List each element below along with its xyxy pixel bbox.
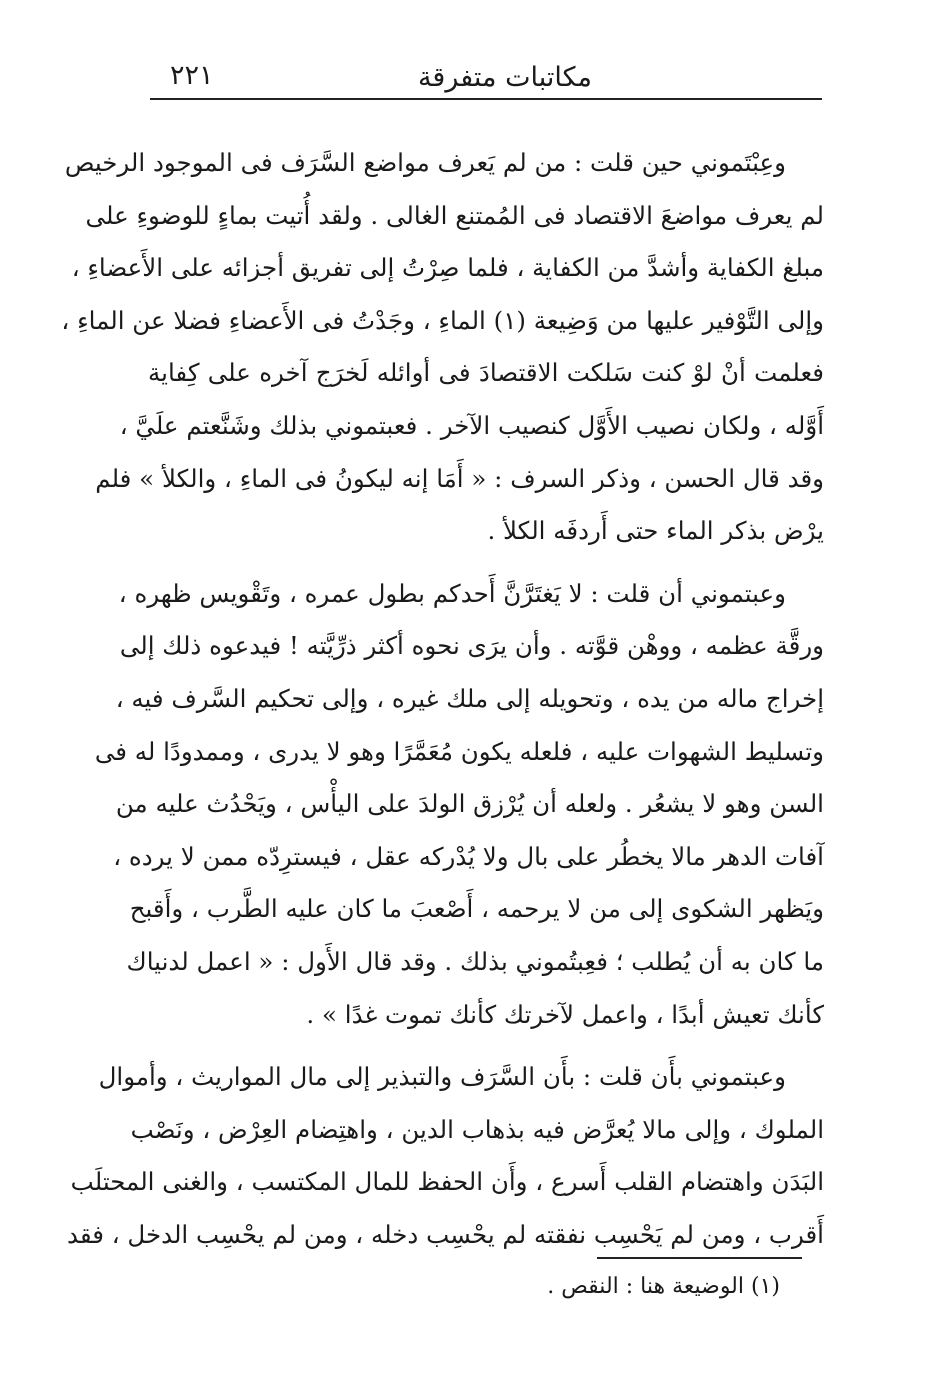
paragraph	[61, 137, 824, 558]
text-line: إخراج ماله من يده ، وتحويله إلى ملك غيره ، وإلى تحكيم السَّرف فيه ،	[115, 683, 824, 713]
footnote: (١) الوضيعة هنا : النقص .	[547, 1274, 780, 1299]
text-line: البَدَن واهتضام القلب أَسرع ، وأَن الحفظ للمال المكتسب ، والغنى المحتلَب	[70, 1167, 824, 1197]
paragraph	[66, 1051, 824, 1261]
text-line: كأنك تعيش أبدًا ، واعمل لآخرتك كأنك تموت غدًا » .	[306, 999, 824, 1029]
text-line: وإلى التَّوْفير عليها من وَضِيعة (١) الماءِ ، وجَدْتُ فى الأَعضاءِ فضلا عن الماءِ ،	[61, 305, 824, 335]
text-line: ورقَّة عظمه ، ووهْن قوَّته . وأن يرَى نحوه أكثر ذرِّيَّته ! فيدعوه ذلك إلى	[119, 631, 824, 661]
text-line: يرْض بذكر الماء حتى أَردفَه الكلأ .	[487, 516, 824, 546]
text-line: ما كان به أن يُطلب ؛ فعِبتُموني بذلك . وقد قال الأَول : « اعمل لدنياك	[126, 946, 824, 976]
header-rule	[150, 98, 822, 100]
running-header	[150, 58, 822, 100]
text-line: ويَظهر الشكوى إلى من لا يرحمه ، أَصْعبَ ما كان عليه الطَّرب ، وأَقبح	[129, 894, 824, 924]
text-line: لم يعرف مواضعَ الاقتصاد فى المُمتنع الغالى . ولقد أُتيت بماءٍ للوضوءِ على	[85, 200, 824, 230]
text-line: مبلغ الكفاية وأشدَّ من الكفاية ، فلما صِرْتُ إلى تفريق أجزائه على الأَعضاءِ ،	[71, 253, 824, 283]
text-line: أَقرب ، ومن لم يَحْسِب نفقته لم يحْسِب دخله ، ومن لم يحْسِب الدخل ، فقد	[66, 1219, 824, 1249]
footnote-rule	[597, 1257, 802, 1259]
text-line: وعِبْتَموني حين قلت : من لم يَعرف مواضع السَّرَف فى الموجود الرخيص	[64, 148, 786, 177]
page-number: ٢٢١	[170, 60, 214, 91]
text-line: وعبتموني أن قلت : لا يَغتَرَّنَّ أَحدكم بطول عمره ، وتَقْويس ظهره ،	[118, 578, 786, 608]
chapter-title: مكاتبات متفرقة	[417, 62, 592, 93]
paragraph	[94, 568, 824, 1041]
text-line: الملوك ، وإلى مالا يُعرَّض فيه بذهاب الدين ، واهتِضام العِرْض ، ونَصْب	[130, 1114, 824, 1144]
body-text	[61, 137, 824, 1261]
text-line: أَوَّله ، ولكان نصيب الأَوَّل كنصيب الآخر . فعبتموني بذلك وشَنَّعتم علَيَّ ،	[119, 410, 824, 440]
text-line: السن وهو لا يشعُر . ولعله أن يُرْزق الولدَ على اليأْس ، ويَحْدُث عليه من	[115, 789, 824, 819]
text-line: آفات الدهر مالا يخطُر على بال ولا يُدْركه عقل ، فيسترِدّه ممن لا يرده ،	[113, 841, 824, 871]
text-line: وعبتموني بأَن قلت : بأَن السَّرَف والتبذير إلى مال المواريث ، وأموال	[98, 1062, 786, 1092]
text-line: فعلمت أنْ لوْ كنت سَلكت الاقتصادَ فى أوائله لَخرَج آخره على كِفاية	[148, 358, 824, 388]
text-line: وقد قال الحسن ، وذكر السرف : « أَمَا إنه ليكونُ فى الماءِ ، والكلأ » فلم	[95, 463, 824, 493]
text-line: وتسليط الشهوات عليه ، فلعله يكون مُعَمَّرًا وهو لا يدرى ، وممدودًا له فى	[94, 736, 824, 766]
